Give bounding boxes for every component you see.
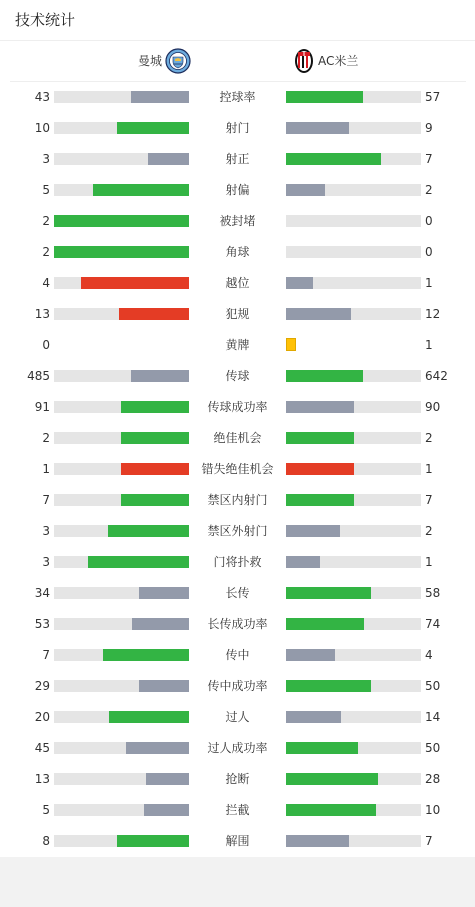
away-stat-value: 1 — [425, 555, 433, 569]
stat-label: 射偏 — [225, 183, 250, 197]
away-stat-value: 50 — [425, 741, 441, 755]
stat-row — [0, 237, 475, 268]
stat-row — [0, 113, 475, 144]
home-stat-bar — [88, 556, 189, 568]
home-stat-value: 7 — [42, 493, 50, 507]
stat-label: 过人成功率 — [207, 741, 268, 755]
away-stat-bar — [286, 401, 354, 413]
home-stat-bar-track — [54, 742, 189, 754]
away-stat-bar — [286, 556, 320, 568]
home-stat-bar-track — [54, 432, 189, 444]
away-stat-bar — [286, 463, 354, 475]
section-title: 技术统计 — [15, 11, 76, 29]
away-stat-value: 0 — [425, 245, 433, 259]
away-stat-bar-track — [286, 742, 421, 754]
home-stat-bar-track — [54, 494, 189, 506]
stat-label: 传中 — [225, 648, 250, 662]
away-stat-bar — [286, 680, 371, 692]
yellow-card-icon — [286, 338, 296, 351]
stat-label: 拦截 — [225, 803, 250, 817]
home-stat-value: 2 — [42, 214, 50, 228]
stat-row — [0, 361, 475, 392]
home-stat-bar-track — [54, 277, 189, 289]
home-stat-bar — [117, 122, 189, 134]
home-stat-value: 29 — [34, 679, 50, 693]
home-stat-value: 0 — [42, 338, 50, 352]
home-stat-bar-track — [54, 804, 189, 816]
away-stat-value: 10 — [425, 803, 441, 817]
away-stat-value: 57 — [425, 90, 441, 104]
away-stat-bar — [286, 432, 354, 444]
home-stat-value: 2 — [42, 431, 50, 445]
stat-row — [0, 423, 475, 454]
stat-label: 禁区外射门 — [207, 524, 268, 538]
home-stat-bar-track — [54, 773, 189, 785]
away-stat-value: 0 — [425, 214, 433, 228]
stat-row — [0, 299, 475, 330]
home-stat-bar — [131, 91, 189, 103]
home-stat-bar-track — [54, 308, 189, 320]
home-stat-bar — [109, 711, 189, 723]
away-stat-bar-track — [286, 91, 421, 103]
stat-row — [0, 764, 475, 795]
stat-label: 禁区内射门 — [207, 493, 268, 507]
home-stat-bar — [148, 153, 189, 165]
home-stat-bar — [103, 649, 189, 661]
home-stat-value: 1 — [42, 462, 50, 476]
home-stat-value: 485 — [27, 369, 50, 383]
home-stat-bar-track — [54, 370, 189, 382]
home-stat-value: 3 — [42, 524, 50, 538]
stat-row — [0, 547, 475, 578]
stat-label: 越位 — [225, 276, 250, 290]
home-stat-bar-track — [54, 556, 189, 568]
away-stat-bar — [286, 618, 364, 630]
home-stat-bar — [117, 835, 189, 847]
away-stat-bar — [286, 742, 358, 754]
away-stat-value: 50 — [425, 679, 441, 693]
away-stat-value: 7 — [425, 152, 433, 166]
stat-label: 长传成功率 — [207, 617, 268, 631]
stat-label: 传球成功率 — [207, 400, 268, 414]
home-stat-value: 45 — [34, 741, 50, 755]
home-stat-bar-track — [54, 246, 189, 258]
home-stat-bar — [119, 308, 189, 320]
away-stat-value: 1 — [425, 276, 433, 290]
home-stat-value: 53 — [34, 617, 50, 631]
stat-row — [0, 578, 475, 609]
away-stat-bar — [286, 587, 371, 599]
home-stat-bar-track — [54, 184, 189, 196]
home-stat-bar-track — [54, 463, 189, 475]
home-stat-bar — [54, 215, 189, 227]
home-stat-bar-track — [54, 618, 189, 630]
home-stat-value: 10 — [34, 121, 50, 135]
home-team-name[interactable]: 曼城 — [137, 54, 162, 68]
stat-label: 射正 — [225, 152, 250, 166]
away-stat-bar-track — [286, 463, 421, 475]
away-stat-bar-track — [286, 804, 421, 816]
away-stat-bar — [286, 494, 354, 506]
home-stat-value: 43 — [34, 90, 50, 104]
stat-row — [0, 795, 475, 826]
away-stat-value: 58 — [425, 586, 441, 600]
home-stat-bar-track — [54, 153, 189, 165]
stat-label: 犯规 — [225, 307, 250, 321]
stat-row — [0, 454, 475, 485]
stat-row — [0, 671, 475, 702]
away-stat-value: 28 — [425, 772, 441, 786]
home-stat-bar — [139, 587, 189, 599]
home-stat-bar — [131, 370, 189, 382]
stat-row — [0, 733, 475, 764]
stat-label: 错失绝佳机会 — [201, 462, 274, 476]
home-stat-bar — [121, 494, 189, 506]
away-stat-bar — [286, 773, 378, 785]
away-stat-value: 1 — [425, 338, 433, 352]
away-stat-value: 90 — [425, 400, 441, 414]
home-stat-value: 4 — [42, 276, 50, 290]
stat-row — [0, 640, 475, 671]
away-stat-value: 4 — [425, 648, 433, 662]
stat-row — [0, 206, 475, 237]
away-stat-bar-track — [286, 122, 421, 134]
away-stat-value: 7 — [425, 834, 433, 848]
away-stat-bar-track — [286, 432, 421, 444]
away-stat-bar — [286, 91, 363, 103]
stat-label: 传中成功率 — [207, 679, 268, 693]
stat-row — [0, 516, 475, 547]
home-stat-bar-track — [54, 680, 189, 692]
home-stat-bar — [132, 618, 189, 630]
away-stat-bar — [286, 370, 363, 382]
home-stat-bar — [121, 401, 189, 413]
home-stat-bar — [126, 742, 189, 754]
away-stat-bar-track — [286, 835, 421, 847]
stat-label: 射门 — [225, 121, 250, 135]
away-stat-value: 74 — [425, 617, 441, 631]
home-stat-bar-track — [54, 835, 189, 847]
away-stat-bar — [286, 153, 381, 165]
away-stat-value: 1 — [425, 462, 433, 476]
stat-label: 黄牌 — [225, 338, 250, 352]
home-stat-value: 7 — [42, 648, 50, 662]
stat-label: 控球率 — [219, 90, 256, 104]
away-stat-bar — [286, 804, 376, 816]
home-stat-value: 91 — [34, 400, 50, 414]
stat-row — [0, 175, 475, 206]
home-stat-bar-track — [54, 122, 189, 134]
stat-label: 被封堵 — [219, 214, 256, 228]
away-stat-bar-track — [286, 711, 421, 723]
stat-row — [0, 392, 475, 423]
home-stat-value: 8 — [42, 834, 50, 848]
stat-label: 门将扑救 — [213, 555, 262, 569]
home-stat-value: 3 — [42, 152, 50, 166]
stat-row — [0, 268, 475, 299]
away-stat-bar-track — [286, 494, 421, 506]
stat-row — [0, 826, 475, 857]
away-stat-bar-track — [286, 246, 421, 258]
home-stat-value: 5 — [42, 803, 50, 817]
home-stat-value: 3 — [42, 555, 50, 569]
away-stat-bar-track — [286, 215, 421, 227]
home-stat-bar-track — [54, 401, 189, 413]
stat-row — [0, 609, 475, 640]
away-stat-bar — [286, 308, 351, 320]
home-stat-bar-track — [54, 215, 189, 227]
away-stat-bar-track — [286, 153, 421, 165]
stat-label: 绝佳机会 — [213, 431, 262, 445]
away-stat-value: 2 — [425, 431, 433, 445]
away-stat-bar-track — [286, 618, 421, 630]
home-stat-bar — [146, 773, 189, 785]
stat-label: 传球 — [225, 369, 250, 383]
away-stat-bar-track — [286, 277, 421, 289]
away-stat-bar — [286, 711, 341, 723]
away-stat-value: 7 — [425, 493, 433, 507]
away-stat-value: 12 — [425, 307, 441, 321]
away-stat-bar-track — [286, 680, 421, 692]
away-stat-bar — [286, 277, 313, 289]
stat-row — [0, 702, 475, 733]
home-stat-bar — [108, 525, 189, 537]
home-stat-bar-track — [54, 587, 189, 599]
stat-row — [0, 144, 475, 175]
stat-label: 抢断 — [225, 772, 250, 786]
away-stat-bar — [286, 835, 349, 847]
stat-row — [0, 485, 475, 516]
stat-label: 角球 — [225, 245, 250, 259]
away-stat-bar-track — [286, 308, 421, 320]
away-stat-value: 9 — [425, 121, 433, 135]
away-stat-bar-track — [286, 525, 421, 537]
home-stat-bar-track — [54, 649, 189, 661]
home-stat-value: 13 — [34, 307, 50, 321]
away-stat-bar — [286, 122, 349, 134]
away-stat-bar-track — [286, 556, 421, 568]
away-stat-bar-track — [286, 184, 421, 196]
away-stat-value: 642 — [425, 369, 448, 383]
home-stat-bar — [121, 463, 189, 475]
away-stat-bar-track — [286, 401, 421, 413]
away-team-name[interactable]: AC米兰 — [318, 54, 359, 68]
away-stat-bar-track — [286, 649, 421, 661]
home-stat-bar-track — [54, 91, 189, 103]
home-stat-value: 20 — [34, 710, 50, 724]
home-stat-bar — [144, 804, 189, 816]
home-stat-bar-track — [54, 525, 189, 537]
away-stat-bar — [286, 184, 325, 196]
home-stat-bar — [81, 277, 189, 289]
home-stat-bar-track — [54, 711, 189, 723]
home-stat-bar — [121, 432, 189, 444]
stat-row — [0, 82, 475, 113]
home-stat-value: 2 — [42, 245, 50, 259]
away-stat-value: 2 — [425, 183, 433, 197]
home-stat-value: 13 — [34, 772, 50, 786]
stat-label: 过人 — [225, 710, 250, 724]
stat-row — [0, 330, 475, 361]
away-stat-bar-track — [286, 370, 421, 382]
home-stat-value: 34 — [34, 586, 50, 600]
home-stat-bar — [54, 246, 189, 258]
away-stat-bar — [286, 649, 335, 661]
home-stat-bar — [93, 184, 189, 196]
away-stat-bar-track — [286, 587, 421, 599]
away-stat-bar-track — [286, 773, 421, 785]
away-stat-bar — [286, 525, 340, 537]
stat-label: 长传 — [225, 586, 250, 600]
home-stat-bar — [139, 680, 189, 692]
away-stat-value: 2 — [425, 524, 433, 538]
away-stat-value: 14 — [425, 710, 441, 724]
stat-label: 解围 — [225, 834, 250, 848]
home-stat-value: 5 — [42, 183, 50, 197]
